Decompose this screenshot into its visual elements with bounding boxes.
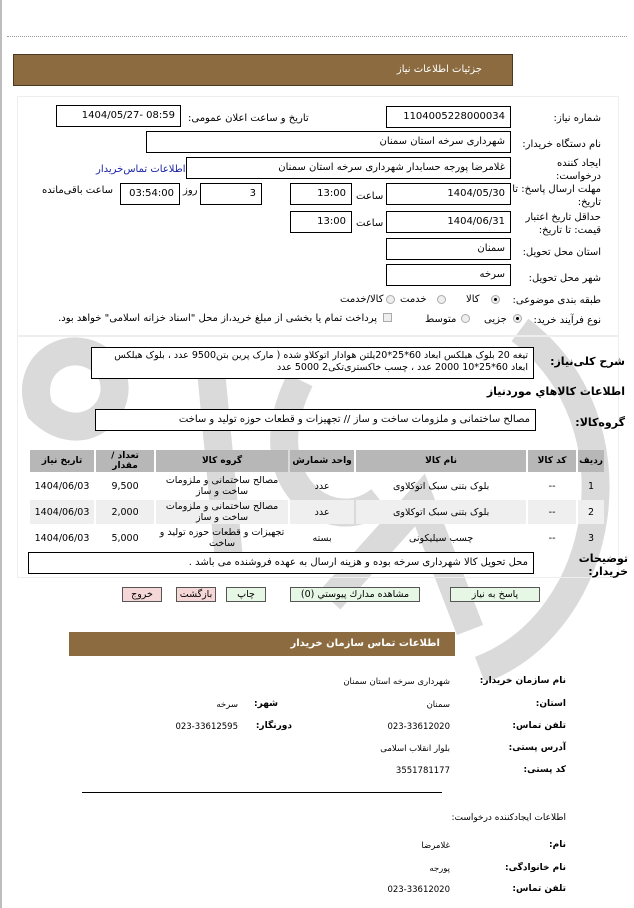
fax-label: دورنگار:	[255, 721, 292, 731]
cell-date: 1404/06/03	[34, 532, 90, 544]
postal-code-label: کد پستی:	[523, 765, 566, 775]
cell-qty: 5,000	[111, 532, 139, 544]
price-validity-label: حداقل تاریخ اعتبار قیمت: تا تاریخ:	[525, 212, 601, 236]
cell-code: --	[548, 480, 556, 492]
goods-group-label: گروه‌کالا:	[575, 416, 625, 429]
items-table	[28, 448, 606, 552]
details-header-bar	[13, 54, 513, 86]
print-button[interactable]: چاپ	[226, 587, 266, 602]
reply-to-need-button[interactable]: پاسخ به نیاز	[450, 587, 540, 602]
cell-qty: 2,000	[96, 500, 154, 524]
org-name-label: نام سازمان خریدار:	[479, 676, 566, 686]
top-divider	[7, 36, 627, 37]
cell-date: 1404/06/03	[34, 480, 90, 492]
province-field: سمنان	[386, 238, 511, 260]
city-field: سرخه	[386, 264, 511, 286]
cell-group: مصالح ساختمانی و ملزومات ساخت و ساز	[165, 475, 279, 497]
day-label: روز	[183, 185, 198, 196]
province-contact-value: سمنان	[426, 700, 450, 710]
category-label: طبقه بندی موضوعی:	[512, 295, 601, 306]
cell-name: بلوک بتنی سبک اتوکلاوی	[356, 500, 526, 524]
org-name-value: شهرداری سرخه استان سمنان	[343, 677, 450, 687]
category-radio-goods[interactable]	[491, 295, 500, 304]
phone-contact-value: 023-33612020	[387, 722, 450, 732]
price-validity-date-field: 1404/06/31	[386, 211, 511, 233]
creator-name-value: غلامرضا	[421, 841, 450, 851]
cell-code: --	[528, 500, 576, 524]
section-divider	[82, 792, 442, 793]
creator-field: غلامرضا پورجه حسابدار شهرداری سرخه استان سمنان	[186, 157, 511, 179]
category-option-both: کالا/خدمت	[340, 294, 384, 305]
col-unit: واحد شمارش	[290, 450, 354, 472]
category-option-goods: کالا	[466, 294, 480, 305]
creator-name-label: نام:	[549, 840, 566, 850]
buyer-notes-label: توضیحات خریدار:	[578, 552, 628, 578]
cell-code: --	[548, 532, 556, 544]
creator-label: ایجاد کننده درخواست:	[556, 158, 601, 182]
cell-date: 1404/06/03	[30, 500, 94, 524]
announce-label: تاریخ و ساعت اعلان عمومی:	[188, 113, 309, 124]
goods-group-field: مصالح ساختمانی و ملزومات ساخت و ساز // تجهیزات و قطعات حوزه تولید و ساخت	[95, 409, 536, 431]
buyer-contact-title: اطلاعات تماس سازمان خریدار	[290, 638, 440, 649]
phone-contact-label: تلفن تماس:	[512, 721, 566, 731]
address-value: بلوار انقلاب اسلامی	[380, 744, 450, 754]
buyer-field: شهرداری سرخه استان سمنان	[146, 131, 511, 153]
price-validity-time-field: 13:00	[290, 211, 352, 233]
items-section-title: اطلاعات کالاهاي موردنياز	[486, 385, 625, 398]
category-radio-service[interactable]	[437, 295, 446, 304]
cell-name: بلوک بتنی سبک اتوکلاوی	[392, 480, 490, 492]
left-border	[0, 0, 2, 908]
col-name: نام کالا	[356, 450, 526, 472]
remaining-label: ساعت باقی‌مانده	[42, 185, 114, 196]
reply-time-field: 13:00	[290, 183, 352, 205]
reply-deadline-label: مهلت ارسال پاسخ: تا تاریخ:	[512, 184, 601, 208]
address-label: آدرس پستی:	[508, 743, 566, 753]
creator-phone-label: تلفن تماس:	[512, 884, 566, 894]
col-code: کد کالا	[528, 450, 576, 472]
postal-code-value: 3551781177	[395, 766, 450, 776]
creator-section-title: اطلاعات ایجادکننده درخواست:	[451, 813, 566, 823]
buyer-contact-header	[69, 632, 455, 656]
province-label: استان محل تحویل:	[522, 247, 601, 258]
view-attachments-button[interactable]: مشاهده مدارك پیوستي (0)	[290, 587, 420, 602]
creator-family-label: نام خانوادگی:	[504, 863, 566, 873]
description-field: تیغه 20 بلوک هبلکس ابعاد 60*25*20یلتن هوادار اتوکلاو شده ( مارک پرین بتن9500 عدد ، بلوک هبلکس ابعاد 60*25*10 2000 عدد ، چسب خاکستری‌تکی2 5000 عدد	[91, 347, 534, 379]
col-date: تاریخ نیاز	[30, 450, 94, 472]
cell-name: چسب سیلیکونی	[408, 532, 474, 544]
announce-field: 1404/05/27- 08:59	[56, 105, 181, 127]
reply-time-label: ساعت	[356, 191, 384, 202]
exit-button[interactable]: خروج	[122, 587, 162, 602]
province-contact-label: استان:	[535, 699, 566, 709]
need-number-label: شماره نیاز:	[553, 113, 601, 124]
process-radio-medium[interactable]	[461, 314, 470, 323]
fax-value: 023-33612595	[175, 722, 238, 732]
table-row	[30, 500, 604, 524]
cell-qty: 9,500	[111, 480, 139, 492]
process-type-label: نوع فرآیند خرید:	[533, 315, 601, 326]
cell-unit: بسته	[312, 532, 332, 544]
creator-family-value: پورجه	[429, 864, 450, 874]
category-radio-both[interactable]	[386, 295, 395, 304]
reply-date-field: 1404/05/30	[386, 183, 511, 205]
days-remaining-field: 3	[200, 183, 262, 205]
col-group: گروه کالا	[156, 450, 288, 472]
creator-phone-value: 023-33612020	[387, 885, 450, 895]
cell-row: 1	[588, 480, 595, 492]
process-option-medium: متوسط	[425, 314, 457, 325]
description-label: شرح کلی‌نیاز:	[550, 355, 625, 368]
cell-row: 2	[578, 500, 604, 524]
cell-unit: عدد	[290, 500, 354, 524]
treasury-payment-checkbox[interactable]	[383, 313, 392, 322]
need-number-field: 1104005228000034	[386, 106, 511, 128]
process-option-minor: جزیی	[484, 314, 507, 325]
buyer-contact-link[interactable]: اطلاعات تماس‌خریدار	[96, 164, 186, 175]
table-row	[30, 526, 604, 550]
time-remaining-field: 03:54:00	[120, 183, 180, 205]
category-option-service: خدمت	[400, 294, 427, 305]
table-row	[30, 474, 604, 498]
col-row: ردیف	[578, 450, 604, 472]
col-qty: تعداد / مقدار	[96, 450, 154, 472]
treasury-payment-label: پرداخت تمام یا بخشی از مبلغ خرید،از محل "اسناد خزانه اسلامی" خواهد بود.	[58, 313, 377, 324]
cell-unit: عدد	[314, 480, 330, 492]
city-contact-label: شهر:	[254, 699, 278, 709]
city-contact-value: سرخه	[216, 700, 238, 710]
buyer-label: نام دستگاه خریدار:	[522, 139, 601, 150]
cell-group: مصالح ساختمانی و ملزومات ساخت و ساز	[156, 500, 288, 524]
header-title: جزئیات اطلاعات نیاز	[396, 64, 482, 75]
items-table-header	[30, 450, 604, 472]
price-validity-time-label: ساعت	[356, 218, 384, 229]
buyer-notes-field: محل تحویل کالا شهرداری سرخه بوده و هزینه ارسال به عهده فروشنده می باشد .	[28, 552, 534, 574]
city-label: شهر محل تحویل:	[528, 273, 601, 284]
cell-row: 3	[588, 532, 595, 544]
back-button[interactable]: بازگشت	[176, 587, 216, 602]
process-radio-minor[interactable]	[513, 314, 522, 323]
cell-group: تجهیزات و قطعات حوزه تولید و ساخت	[159, 527, 285, 549]
